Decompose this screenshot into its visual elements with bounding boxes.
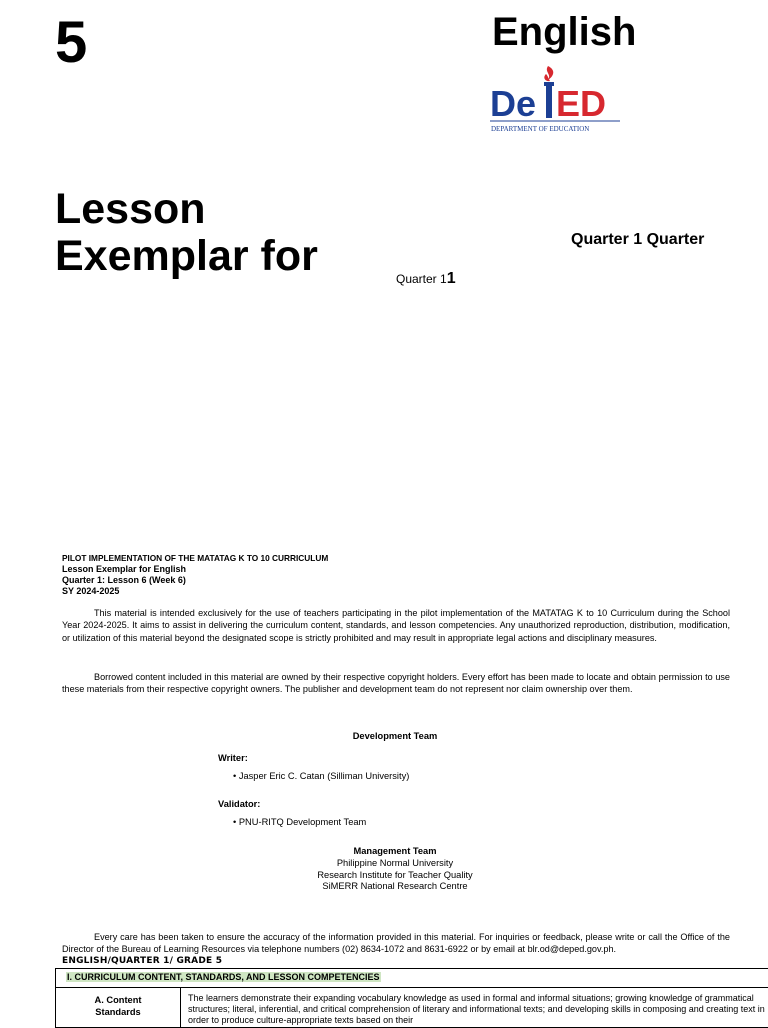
section-header — [55, 968, 768, 988]
writer-name: • Jasper Eric C. Catan (Silliman University) — [233, 771, 410, 781]
logo-caption: DEPARTMENT OF EDUCATION — [491, 125, 590, 133]
pilot-heading: PILOT IMPLEMENTATION OF THE MATATAG K TO 10 CURRICULUM — [62, 553, 329, 563]
cover-title-line1: Lesson — [55, 185, 206, 233]
torch-icon — [544, 66, 554, 118]
grade-line: ENGLISH/QUARTER 1/ GRADE 5 — [62, 956, 223, 966]
copyright-notice: Borrowed content included in this material are owned by their respective copyright holders. Every effort has been made to locate and obtain permission to use these materials from their respective copyright owners. The publisher and development team do not represent nor claim ownership over them. — [62, 672, 730, 695]
cover-title-line2: Exemplar for — [55, 232, 318, 280]
row-label — [56, 988, 181, 1028]
usage-notice: This material is intended exclusively for the use of teachers participating in the pilot implementation of the MATATAG K to 10 Curriculum during the School Year 2024-2025. It aims to assist in delivering the curriculum content, standards, and lesson competencies. Any unauthorized reproduction, distribution, modification, or utilization of this material beyond the designated scope is strictly prohibited and may result in appropriate legal actions and disciplinary measures. — [62, 608, 730, 643]
row-content: The learners demonstrate their expanding vocabulary knowledge as used in formal and informal situations; growing knowledge of grammatical structures; literal, inferential, and critical comprehension of literary and informational texts; and developing skills in composing and creating text in order to produce culture-appropriate texts based on their — [188, 993, 765, 1026]
table-row — [55, 988, 768, 1028]
pilot-lesson-number: Quarter 1: Lesson 6 (Week 6) — [62, 575, 186, 585]
quarter-small-number: 1 — [446, 270, 456, 287]
logo-text-right: ED — [556, 83, 607, 124]
dev-team-title: Development Team — [352, 731, 438, 741]
pilot-info — [62, 553, 328, 597]
pilot-lesson-title: Lesson Exemplar for English — [62, 564, 187, 574]
row-label-line1: A. Content — [94, 995, 142, 1005]
section-header-text: I. CURRICULUM CONTENT, STANDARDS, AND LESSON COMPETENCIES — [67, 972, 380, 982]
management-line: Research Institute for Teacher Quality — [317, 869, 473, 880]
quarter-small-text: Quarter 1 — [396, 272, 447, 286]
management-line: Philippine Normal University — [336, 857, 454, 868]
quarter-small-label — [396, 270, 456, 288]
feedback-notice: Every care has been taken to ensure the accuracy of the information provided in this material. For inquiries or feedback, please write or call the Office of the Director of the Bureau of Learning Resources via telephone numbers (02) 8634-1072 and 8631-6922 or by email at blr.od@deped.gov.ph. — [62, 932, 730, 955]
grade-number: 5 — [55, 10, 88, 75]
logo-text-left: De — [490, 83, 537, 124]
management-line: SiMERR National Research Centre — [322, 881, 468, 892]
writer-label: Writer: — [218, 753, 248, 763]
management-team — [0, 846, 768, 893]
quarter-label: Quarter 1 Quarter — [571, 231, 705, 248]
validator-label: Validator: — [218, 799, 261, 809]
pilot-school-year: SY 2024-2025 — [62, 586, 120, 596]
deped-logo — [490, 64, 622, 134]
subject-title: English — [492, 10, 637, 54]
management-title: Management Team — [353, 846, 437, 856]
cover-title — [55, 186, 318, 280]
validator-name: • PNU-RITQ Development Team — [233, 817, 367, 827]
row-label-line2: Standards — [95, 1007, 141, 1017]
